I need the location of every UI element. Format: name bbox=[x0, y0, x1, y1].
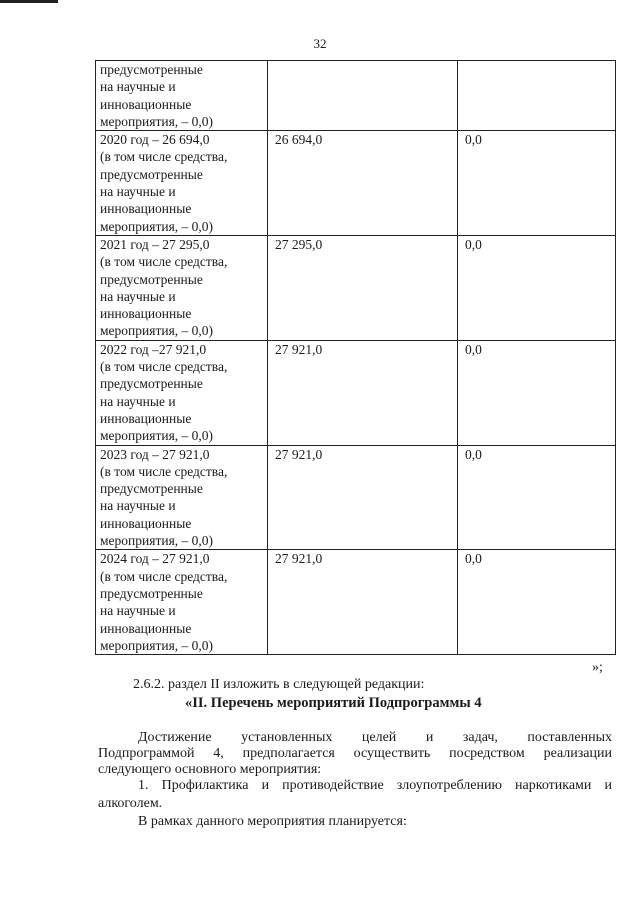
table-row bbox=[96, 61, 616, 131]
table-row bbox=[96, 550, 616, 655]
description-line: предусмотренные bbox=[100, 62, 203, 77]
description-line: предусмотренные bbox=[100, 271, 203, 287]
description-line: предусмотренные bbox=[100, 481, 203, 497]
description-line: на научные и bbox=[100, 79, 176, 95]
description-line: на научные и bbox=[100, 498, 176, 514]
description-line: предусмотренные bbox=[100, 166, 203, 182]
description-line: 2020 год – 26 694,0 bbox=[100, 132, 210, 148]
funding-description-cell bbox=[96, 550, 268, 655]
description-line: мероприятия, – 0,0) bbox=[100, 218, 214, 234]
description-line: (в том числе средства, bbox=[100, 359, 228, 375]
total-amount-cell: 26 694,0 bbox=[268, 131, 458, 236]
description-line: инновационные bbox=[100, 306, 192, 322]
page-number: 32 bbox=[313, 36, 327, 51]
funding-table bbox=[95, 60, 616, 655]
paragraph-1-line-1: Достижение установленных целей и задач, поставленных bbox=[138, 730, 612, 745]
description-line: предусмотренные bbox=[100, 585, 203, 601]
funding-description-cell bbox=[96, 131, 268, 236]
other-amount-cell: 0,0 bbox=[458, 550, 616, 655]
description-line: мероприятия, – 0,0) bbox=[100, 113, 214, 129]
total-amount-cell: 27 921,0 bbox=[268, 550, 458, 655]
description-line: на научные и bbox=[100, 393, 176, 409]
description-line: на научные и bbox=[100, 184, 176, 200]
description-line: (в том числе средства, bbox=[100, 568, 228, 584]
other-amount-cell: 0,0 bbox=[458, 235, 616, 340]
description-line: на научные и bbox=[100, 603, 176, 619]
description-line: 2023 год – 27 921,0 bbox=[100, 446, 210, 462]
total-amount-cell: 27 295,0 bbox=[268, 235, 458, 340]
other-amount-cell bbox=[458, 61, 616, 131]
table-row bbox=[96, 235, 616, 340]
description-line: мероприятия, – 0,0) bbox=[100, 428, 214, 444]
total-amount-cell bbox=[268, 61, 458, 131]
other-amount-cell: 0,0 bbox=[458, 131, 616, 236]
funding-description-cell bbox=[96, 340, 268, 445]
description-line: 2024 год – 27 921,0 bbox=[100, 551, 210, 567]
paragraph-3: В рамках данного мероприятия планируется: bbox=[138, 814, 407, 829]
description-line: (в том числе средства, bbox=[100, 149, 228, 165]
paragraph-2-line-2: алкоголем. bbox=[98, 796, 163, 811]
funding-description-cell bbox=[96, 61, 268, 131]
scan-corner-mark bbox=[0, 0, 58, 3]
table-row bbox=[96, 445, 616, 550]
funding-table-body bbox=[96, 61, 616, 655]
closing-quote: »; bbox=[592, 660, 603, 675]
description-line: инновационные bbox=[100, 620, 192, 636]
description-line: мероприятия, – 0,0) bbox=[100, 323, 214, 339]
description-line: (в том числе средства, bbox=[100, 254, 228, 270]
total-amount-cell: 27 921,0 bbox=[268, 340, 458, 445]
funding-description-cell bbox=[96, 235, 268, 340]
other-amount-cell: 0,0 bbox=[458, 445, 616, 550]
description-line: инновационные bbox=[100, 410, 192, 426]
total-amount-cell: 27 921,0 bbox=[268, 445, 458, 550]
section-heading: «II. Перечень мероприятий Подпрограммы 4 bbox=[185, 695, 482, 711]
description-line: (в том числе средства, bbox=[100, 463, 228, 479]
description-line: на научные и bbox=[100, 288, 176, 304]
table-row bbox=[96, 340, 616, 445]
funding-description-cell bbox=[96, 445, 268, 550]
paragraph-1-line-2: Подпрограммой 4, предполагается осуществить посредством реализации bbox=[98, 746, 612, 761]
description-line: предусмотренные bbox=[100, 376, 203, 392]
description-line: 2021 год – 27 295,0 bbox=[100, 236, 210, 252]
paragraph-2-line-1: 1. Профилактика и противодействие злоупотреблению наркотиками и bbox=[138, 778, 612, 793]
other-amount-cell: 0,0 bbox=[458, 340, 616, 445]
description-line: инновационные bbox=[100, 96, 192, 112]
description-line: мероприятия, – 0,0) bbox=[100, 637, 214, 653]
description-line: мероприятия, – 0,0) bbox=[100, 533, 214, 549]
section-instruction: 2.6.2. раздел II изложить в следующей редакции: bbox=[133, 677, 425, 692]
description-line: 2022 год –27 921,0 bbox=[100, 341, 207, 357]
table-row bbox=[96, 131, 616, 236]
description-line: инновационные bbox=[100, 201, 192, 217]
paragraph-1-line-3: следующего основного мероприятия: bbox=[98, 762, 322, 777]
description-line: инновационные bbox=[100, 515, 192, 531]
